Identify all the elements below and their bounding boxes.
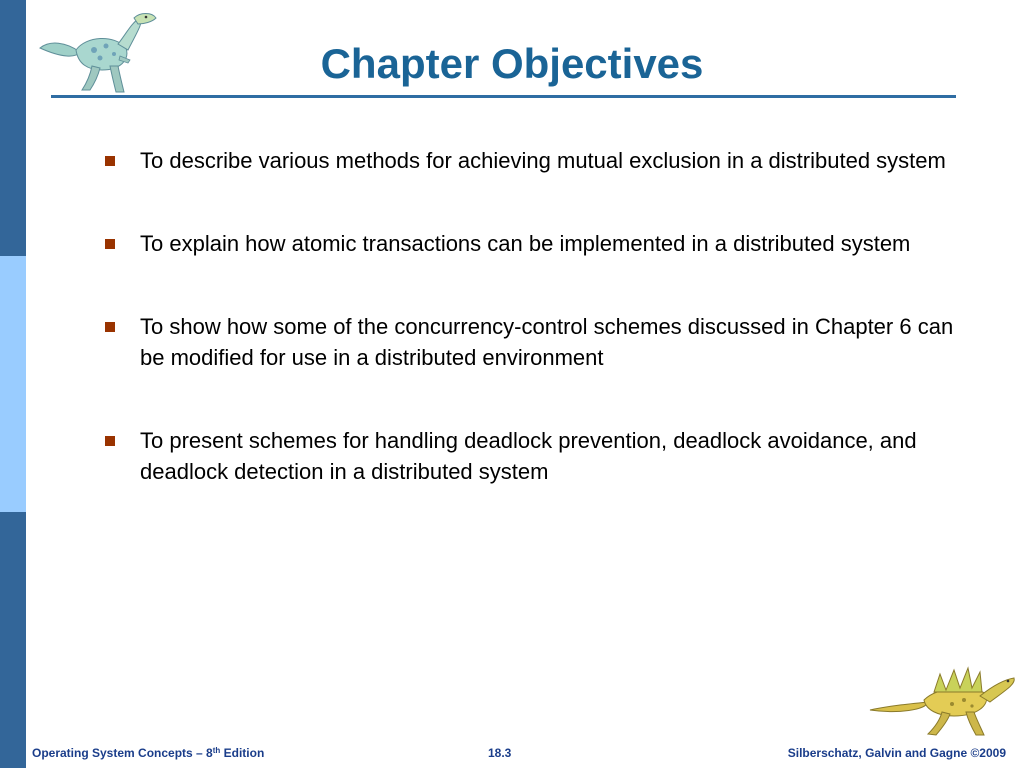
square-bullet-icon bbox=[105, 322, 115, 332]
footer-edition-superscript: th bbox=[212, 746, 221, 755]
bullet-text: To present schemes for handling deadlock prevention, deadlock avoidance, and deadlock detection in a distributed system bbox=[140, 428, 917, 484]
list-item bbox=[100, 228, 960, 259]
bullet-text: To describe various methods for achieving mutual exclusion in a distributed system bbox=[140, 148, 946, 173]
footer-authors: Silberschatz, Galvin and Gagne ©2009 bbox=[787, 746, 1006, 760]
left-bar-middle-segment bbox=[0, 256, 26, 512]
slide-number: 18.3 bbox=[488, 746, 512, 760]
objectives-list bbox=[100, 145, 960, 539]
footer-book-title-text: Operating System Concepts – 8 bbox=[32, 746, 213, 760]
bullet-text: To explain how atomic transactions can be implemented in a distributed system bbox=[140, 231, 911, 256]
square-bullet-icon bbox=[105, 239, 115, 249]
left-bar-bottom-segment bbox=[0, 512, 26, 768]
list-item bbox=[100, 425, 960, 487]
list-item bbox=[100, 145, 960, 176]
dinosaur-icon bbox=[868, 660, 1018, 738]
left-accent-bar bbox=[0, 0, 26, 768]
bullet-text: To show how some of the concurrency-control schemes discussed in Chapter 6 can be modified for use in a distributed environment bbox=[140, 314, 954, 370]
title-divider bbox=[51, 95, 956, 98]
list-item bbox=[100, 311, 960, 373]
slide-title: Chapter Objectives bbox=[320, 40, 704, 87]
footer-book-title bbox=[32, 745, 264, 761]
square-bullet-icon bbox=[105, 156, 115, 166]
square-bullet-icon bbox=[105, 436, 115, 446]
footer-edition-text: Edition bbox=[220, 746, 265, 760]
